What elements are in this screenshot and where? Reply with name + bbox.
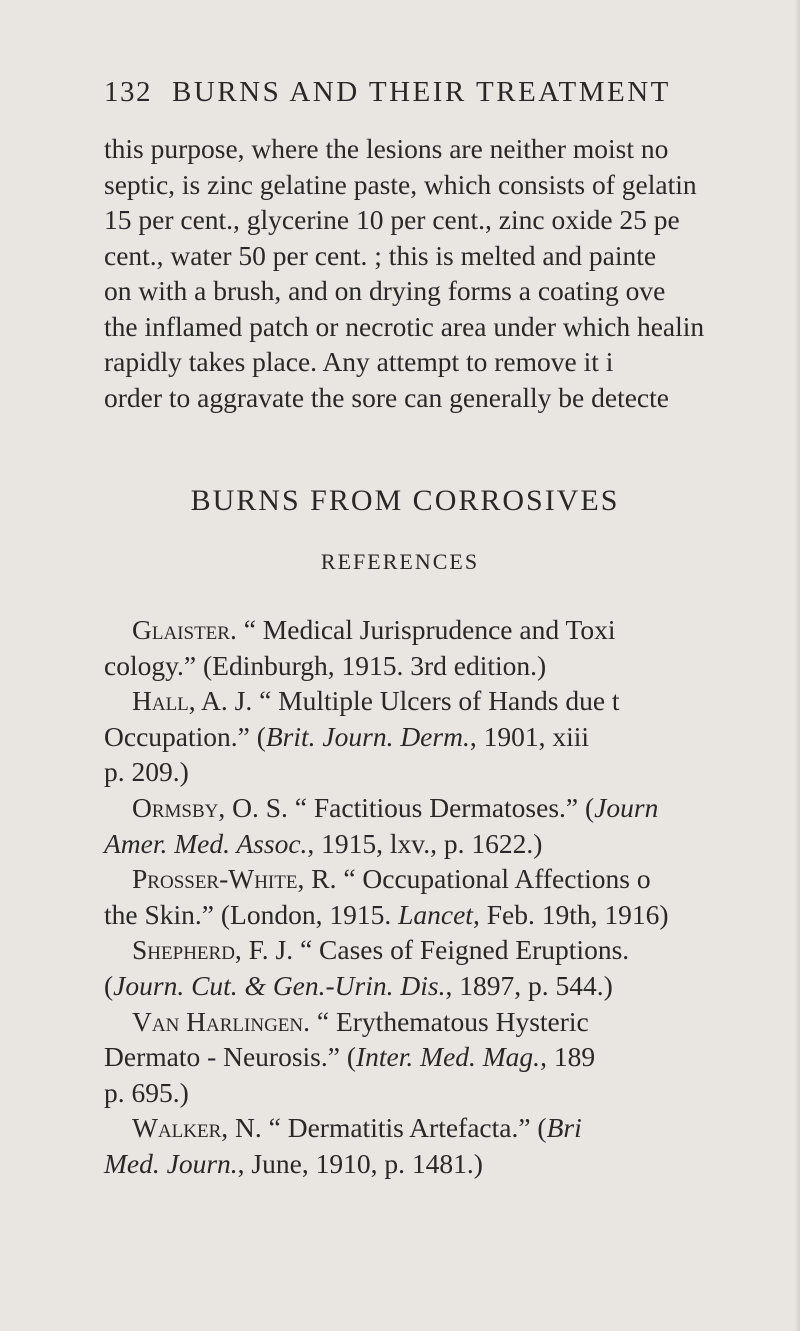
reference-author: Ormsby, O. S. — [132, 791, 288, 823]
references-list — [104, 612, 800, 1182]
body-paragraph — [104, 131, 800, 415]
reference-line: p. 209.) — [104, 756, 189, 788]
body-line: septic, is zinc gelatine paste, which consists of gelatin — [104, 168, 697, 200]
body-line: cent., water 50 per cent. ; this is melted and painte — [104, 239, 657, 271]
section-heading: BURNS FROM CORROSIVES — [190, 484, 620, 517]
journal-title: Inter. Med. Mag. — [356, 1041, 541, 1073]
reference-line: Van Harlingen. “ Erythematous Hysteric — [132, 1005, 589, 1037]
journal-title: Bri — [546, 1112, 582, 1144]
reference-author: Van Harlingen. — [132, 1005, 311, 1037]
reference-line: Glaister. “ Medical Jurisprudence and Toxi — [132, 614, 616, 645]
reference-line: Shepherd, F. J. “ Cases of Feigned Eruptions. — [132, 934, 630, 966]
journal-title: Amer. Med. Assoc. — [104, 827, 308, 859]
reference-line: Walker, N. “ Dermatitis Artefacta.” (Bri — [132, 1112, 582, 1144]
reference-author: Shepherd, F. J. — [132, 934, 294, 966]
reference-line: Hall, A. J. “ Multiple Ulcers of Hands due t — [132, 685, 620, 717]
reference-author: Glaister. — [132, 614, 237, 645]
reference-line: Occupation.” (Brit. Journ. Derm., 1901, xiii — [104, 720, 589, 752]
body-line: this purpose, where the lesions are neither moist no — [104, 133, 669, 164]
journal-title: Med. Journ. — [104, 1147, 238, 1179]
journal-title: Journ — [594, 791, 659, 823]
reference-line: Dermato - Neurosis.” (Inter. Med. Mag., 189 — [104, 1041, 596, 1073]
page-number: 132 — [104, 76, 152, 108]
journal-title: Brit. Journ. Derm. — [265, 720, 470, 752]
references-heading: REFERENCES — [320, 549, 480, 574]
body-line: 15 per cent., glycerine 10 per cent., zinc oxide 25 pe — [104, 204, 680, 235]
journal-title: Lancet — [398, 898, 473, 930]
body-line: the inflamed patch or necrotic area under which healin — [104, 310, 705, 342]
running-title: BURNS AND THEIR TREATMENT — [172, 76, 671, 108]
reference-line: Med. Journ., June, 1910, p. 1481.) — [104, 1147, 483, 1179]
reference-line: the Skin.” (London, 1915. Lancet, Feb. 19th, 1916) — [104, 898, 669, 930]
reference-author: Walker, N. — [132, 1112, 262, 1144]
body-line: on with a brush, and on drying forms a coating ove — [104, 275, 666, 306]
body-line: order to aggravate the sore can generally be detecte — [104, 381, 669, 413]
reference-line: Ormsby, O. S. “ Factitious Dermatoses.” (Journ — [132, 791, 659, 823]
reference-line: (Journ. Cut. & Gen.-Urin. Dis., 1897, p. 544.) — [104, 969, 613, 1001]
reference-line: Amer. Med. Assoc., 1915, lxv., p. 1622.) — [104, 827, 543, 859]
journal-title: Journ. Cut. & Gen.-Urin. Dis. — [113, 969, 446, 1001]
reference-line: cology.” (Edinburgh, 1915. 3rd edition.) — [104, 649, 547, 681]
reference-author: Prosser-White, R. — [132, 863, 337, 895]
reference-line: Prosser-White, R. “ Occupational Affections o — [132, 863, 651, 895]
reference-line: p. 695.) — [104, 1076, 189, 1108]
running-header — [104, 76, 671, 109]
body-line: rapidly takes place. Any attempt to remove it i — [104, 346, 614, 377]
reference-author: Hall, A. J. — [132, 685, 253, 717]
